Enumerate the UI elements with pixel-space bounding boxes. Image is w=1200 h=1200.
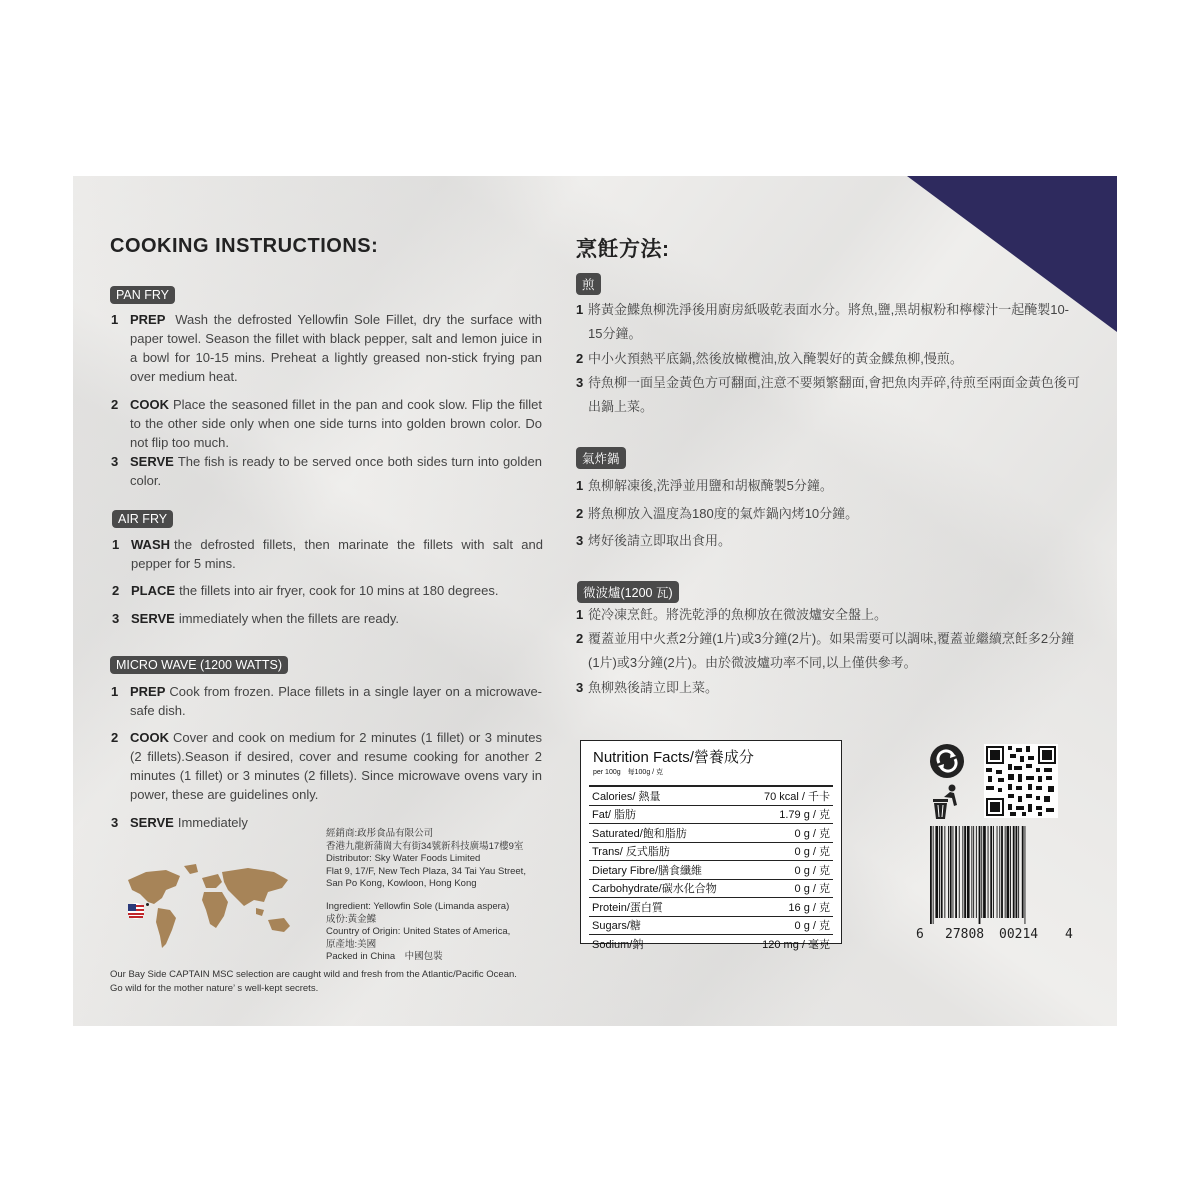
air-fry-step-1: 1 WASH the defrosted fillets, then marinate the fillets with salt and pepper for 5 mins. (112, 537, 543, 571)
air-fry-step-2: 2 PLACE the fillets into air fryer, cook for 10 mins at 180 degrees. (112, 583, 499, 598)
zh-air-fry-step-1: 1 魚柳解凍後,洗淨並用鹽和胡椒醃製5分鐘。 (576, 478, 833, 493)
zh-title: 烹飪方法: (576, 238, 670, 261)
nutrition-row: Sugars/糖 0 g / 克 (589, 916, 833, 935)
zh-air-fry-step-3: 3 烤好後請立即取出食用。 (576, 533, 732, 548)
nutrition-row: Sodium/鈉 120 mg / 毫克 (589, 934, 833, 953)
origin-info: Ingredient: Yellowfin Sole (Limanda aspera) 成份:黃金鰈 Country of Origin: United States of America, 原產地:美國 Packed in China 中國包裝 (326, 901, 511, 962)
nutrition-title: Nutrition Facts/營養成分 (593, 749, 754, 766)
air-fry-tag: AIR FRY (112, 510, 173, 528)
barcode-digit-1: 6 (916, 927, 924, 942)
nutrition-row: Calories/ 熱量 70 kcal / 千卡 (589, 785, 833, 805)
pan-fry-step-1: 1 PREP Wash the defrosted Yellowfin Sole Fillet, dry the surface with paper towel. Season the fillet with black pepper, salt and lemon juice in a bowl for 10-15 mins. Preheat a lightly greased non-stick frying pan over medium heat. (111, 312, 542, 384)
air-fry-step-3: 3 SERVE immediately when the fillets are ready. (112, 611, 399, 626)
microwave-step-1: 1 PREP Cook from frozen. Place fillets in a single layer on a microwave-safe dish. (111, 684, 542, 718)
nutrition-row: Dietary Fibre/膳食纖維 0 g / 克 (589, 860, 833, 879)
us-flag-icon (125, 903, 147, 919)
pan-fry-step-2: 2 COOK Place the seasoned fillet in the pan and cook slow. Flip the fillet to the other side only when one side turns into golden brown color. Do not flip too much. (111, 397, 542, 450)
barcode-digit-3: 00214 (999, 927, 1039, 942)
zh-microwave-step-2: 2 覆蓋並用中火煮2分鐘(1片)或3分鐘(2片)。如果需要可以調味,覆蓋並繼續烹飪多2分鐘(1片)或3分鐘(2片)。由於微波爐功率不同,以上僅供參考。 (576, 631, 1075, 670)
tagline: Our Bay Side CAPTAIN MSC selection are caught wild and fresh from the Atlantic/Pacific Ocean. Go wild for the mother nature’ s well-kept secrets. (110, 969, 517, 994)
map-marker (146, 903, 149, 906)
recycle-icon (928, 742, 966, 780)
zh-air-fry-step-2: 2 將魚柳放入溫度為180度的氣炸鍋內烤10分鐘。 (576, 506, 859, 521)
zh-pan-fry-tag: 煎 (576, 273, 601, 295)
en-title: COOKING INSTRUCTIONS: (110, 235, 379, 257)
zh-microwave-tag: 微波爐(1200 瓦) (577, 581, 679, 603)
nutrition-facts-table (580, 740, 842, 951)
microwave-step-3: 3 SERVE Immediately (111, 815, 248, 830)
distributor-info: 經銷商:政彤食品有限公司 香港九龍新蒲崗大有街34號新科技廣場17樓9室 Distributor: Sky Water Foods Limited Flat 9, 17/F, New Tech Plaza, 34 Tai Yau Street, San Po Kong, Kowloon, Hong Kong (326, 828, 526, 889)
zh-pan-fry-step-1: 1 將黃金鰈魚柳洗淨後用廚房紙吸乾表面水分。將魚,鹽,黑胡椒粉和檸檬汁一起醃製10-15分鐘。 (576, 302, 1070, 341)
nutrition-row: Saturated/飽和脂肪 0 g / 克 (589, 823, 833, 842)
barcode-digit-2: 27808 (945, 927, 985, 942)
microwave-step-2: 2 COOK Cover and cook on medium for 2 minutes (1 fillet) or 3 minutes (2 fillets).Season if desired, cover and resume cooking for another 2 minutes (1 fillet) or 3 minutes (2 fillets). Since microwave ovens vary in power, these are guidelines only. (111, 730, 542, 802)
barcode-digit-4: 4 (1065, 927, 1073, 942)
nutrition-subtitle: per 100g 每100g / 克 (593, 769, 664, 776)
zh-pan-fry-step-3: 3 待魚柳一面呈金黃色方可翻面,注意不要頻繁翻面,會把魚肉弄碎,待煎至兩面金黃色後可出鍋上菜。 (576, 375, 1080, 414)
barcode (930, 826, 1060, 924)
nutrition-row: Carbohydrate/碳水化合物 0 g / 克 (589, 879, 833, 898)
pan-fry-tag: PAN FRY (110, 286, 175, 304)
qr-code (984, 744, 1058, 818)
nutrition-row: Trans/ 反式脂肪 0 g / 克 (589, 842, 833, 861)
bin-icon (930, 783, 964, 821)
zh-pan-fry-step-2: 2 中小火預熱平底鍋,然後放橄欖油,放入醃製好的黃金鰈魚柳,慢煎。 (576, 351, 963, 366)
nutrition-row: Fat/ 脂肪 1.79 g / 克 (589, 805, 833, 824)
nutrition-row: Protein/蛋白質 16 g / 克 (589, 897, 833, 916)
pan-fry-step-3: 3 SERVE The fish is ready to be served once both sides turn into golden color. (111, 454, 542, 488)
zh-microwave-step-3: 3 魚柳熟後請立即上菜。 (576, 680, 719, 695)
zh-air-fry-tag: 氣炸鍋 (576, 447, 626, 469)
microwave-tag: MICRO WAVE (1200 WATTS) (110, 656, 288, 674)
zh-microwave-step-1: 1 從冷凍烹飪。將洗乾淨的魚柳放在微波爐安全盤上。 (576, 607, 888, 622)
